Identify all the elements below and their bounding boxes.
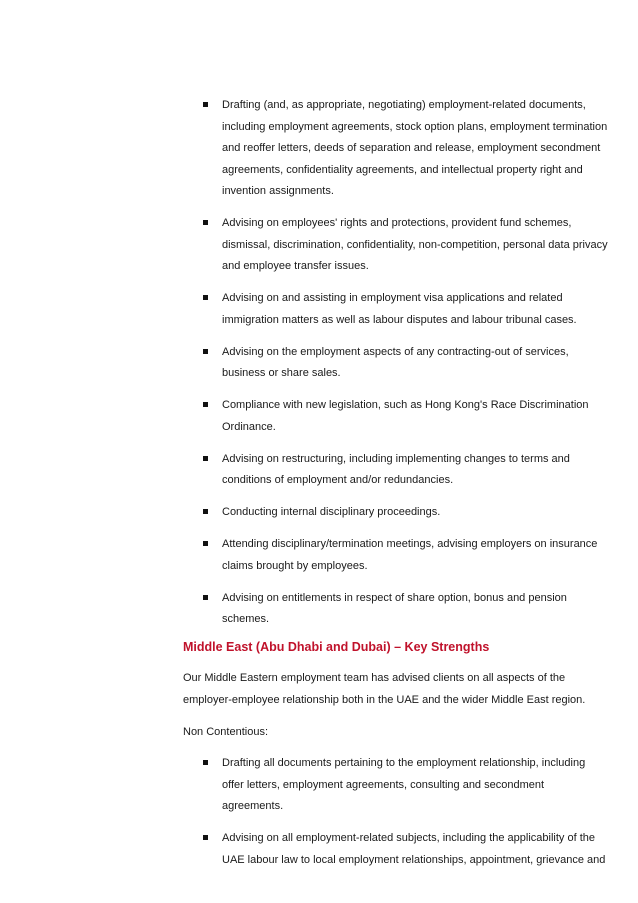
list-item: [0, 588, 638, 631]
list-item-text: Advising on and assisting in employment visa applications and related immigration matters as well as labour disputes and labour tribunal cases.: [222, 292, 577, 326]
list-item: [0, 449, 638, 492]
bullet-icon: [203, 456, 208, 461]
bullet-icon: [203, 102, 208, 107]
list-item-text: Drafting (and, as appropriate, negotiating) employment-related documents, including employment agreements, stock option plans, employment termination and reoffer letters, deeds of separation and release, employment secondment agreements, confidentiality agreements, and intellectual property right and invention assignments.: [222, 99, 608, 197]
bullet-icon: [203, 295, 208, 300]
list-item: [0, 753, 638, 818]
subheading-non-contentious: Non Contentious:: [183, 726, 268, 738]
bullet-icon: [203, 541, 208, 546]
list-item-text: Advising on employees' rights and protections, provident fund schemes, dismissal, discrimination, confidentiality, non-competition, personal data privacy and employee transfer issues.: [222, 217, 608, 272]
bullet-icon: [203, 402, 208, 407]
list-item: [0, 828, 638, 871]
bullet-icon: [203, 509, 208, 514]
list-item-text: Advising on entitlements in respect of share option, bonus and pension schemes.: [222, 591, 567, 625]
practice-list-hong-kong: [0, 95, 638, 631]
list-item: [0, 342, 638, 385]
list-item-text: Attending disciplinary/termination meetings, advising employers on insurance claims brought by employees.: [222, 538, 598, 572]
bullet-icon: [203, 220, 208, 225]
list-item: [0, 95, 638, 203]
list-item-text: Advising on restructuring, including implementing changes to terms and conditions of employment and/or redundancies.: [222, 452, 570, 486]
list-item: [0, 502, 638, 524]
bullet-icon: [203, 595, 208, 600]
list-item-text: Conducting internal disciplinary proceedings.: [222, 506, 441, 518]
list-item-text: Advising on the employment aspects of any contracting-out of services, business or share sales.: [222, 345, 569, 379]
section-intro: Our Middle Eastern employment team has advised clients on all aspects of the employer-employee relationship both in the UAE and the wider Middle East region.: [183, 672, 586, 706]
section-heading: Middle East (Abu Dhabi and Dubai) – Key Strengths: [183, 640, 490, 654]
list-item-text: Advising on all employment-related subjects, including the applicability of the UAE labour law to local employment relationships, appointment, grievance and: [222, 832, 606, 866]
bullet-icon: [203, 835, 208, 840]
list-item-text: Compliance with new legislation, such as Hong Kong's Race Discrimination Ordinance.: [222, 399, 589, 433]
list-item: [0, 534, 638, 577]
practice-list-middle-east: [0, 753, 638, 871]
list-item: [0, 213, 638, 278]
list-item: [0, 288, 638, 331]
bullet-icon: [203, 349, 208, 354]
list-item-text: Drafting all documents pertaining to the employment relationship, including offer letters, employment agreements, consulting and secondment agreements.: [222, 757, 586, 812]
bullet-icon: [203, 760, 208, 765]
list-item: [0, 395, 638, 438]
